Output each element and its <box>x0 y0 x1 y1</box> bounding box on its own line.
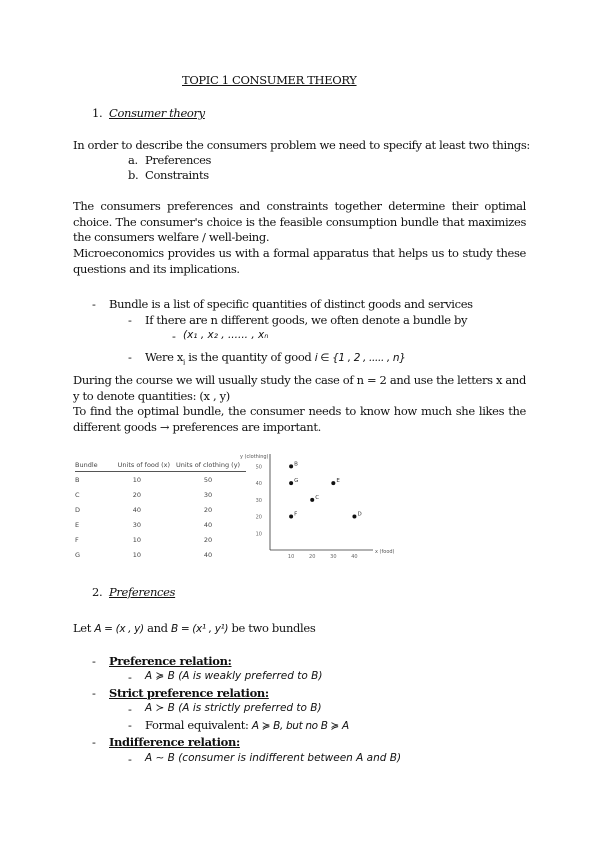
strict-sub-dash-1: - <box>128 702 132 716</box>
table-cell: D <box>75 505 81 514</box>
intro-text: In order to describe the consumers problem we need to specify at least two things: <box>73 138 530 152</box>
table-cell: 40 <box>132 505 141 514</box>
sub-bullet-dash: - <box>128 313 132 327</box>
bullet-dash: - <box>92 297 96 311</box>
x-tick-label: 20 <box>309 554 316 560</box>
let-suffix: be two bundles <box>231 621 316 635</box>
pref-dash: - <box>92 654 96 668</box>
table-cell: E <box>75 520 80 529</box>
table-cell: 30 <box>132 520 141 529</box>
table-cell: 20 <box>203 535 213 544</box>
table-cell: 20 <box>203 505 213 514</box>
y-tick-label: 50 <box>255 464 262 471</box>
let-prefix: Let <box>73 621 92 635</box>
sub-bullet-n-goods: If there are n different goods, we often denote a bundle by <box>145 313 468 327</box>
table-cell: 20 <box>132 490 141 499</box>
formula-dash: - <box>172 329 176 343</box>
indifference-item: A ∼ B (consumer is indifferent between A and B) <box>145 752 402 764</box>
table-cell: 10 <box>132 535 141 544</box>
x-tick-label: 40 <box>351 554 358 560</box>
section-1-heading: Consumer theory <box>109 106 205 120</box>
point-label-d: D <box>357 511 362 518</box>
weak-preference-item: A ≽ B (A is weakly preferred to B) <box>145 670 323 682</box>
pref-sub-dash: - <box>128 670 132 684</box>
x-axis-label: x (food) <box>375 549 395 555</box>
header-food: Units of food (x) <box>104 461 176 472</box>
indiff-dash: - <box>92 735 96 749</box>
paragraph-optimal-bundle: To find the optimal bundle, the consumer needs to know how much she likes the different goods → preferences are important. <box>73 404 526 434</box>
formal-equivalent-label: Formal equivalent: <box>145 718 252 732</box>
point-e <box>331 481 335 485</box>
y-tick-label: 30 <box>255 497 262 504</box>
good-index-set: i ∈ {1 , 2 , ..... , n} <box>314 352 406 364</box>
point-f <box>289 515 293 519</box>
strict-preference-heading: Strict preference relation: <box>109 686 269 700</box>
y-tick-label: 40 <box>255 481 262 488</box>
x-tick-label: 10 <box>287 554 295 560</box>
list-marker-a: a. <box>128 153 138 167</box>
bundle-table-header <box>75 461 246 472</box>
let-bundles-line <box>73 621 315 636</box>
header-clothing: Units of clothing (y) <box>176 461 246 472</box>
bullet-bundle: Bundle is a list of specific quantities of distinct goods and services <box>109 297 473 311</box>
table-row <box>75 517 246 532</box>
were-mid: is the quantity of good <box>184 350 315 364</box>
table-cell: 10 <box>132 475 141 484</box>
table-cell: 30 <box>203 490 213 499</box>
list-marker-b: b. <box>128 168 139 182</box>
section-1-number: 1. <box>92 106 103 120</box>
section-2-number: 2. <box>92 585 103 599</box>
point-c <box>310 498 314 502</box>
preference-relation-heading: Preference relation: <box>109 654 232 668</box>
strict-preference-item: A ≻ B (A is strictly preferred to B) <box>145 702 322 714</box>
point-g <box>289 481 293 485</box>
bundle-b-formula: B = (x¹ , y¹) <box>170 623 229 635</box>
bundle-scatter-chart <box>230 450 410 570</box>
list-item-preferences: Preferences <box>145 153 212 167</box>
section-2-heading: Preferences <box>109 585 176 599</box>
point-label-g: G <box>294 478 299 485</box>
table-row <box>75 547 246 562</box>
header-bundle: Bundle <box>75 461 104 472</box>
were-prefix: Were x <box>145 350 184 364</box>
indiff-sub-dash: - <box>128 752 132 766</box>
table-cell: 40 <box>203 520 213 529</box>
strict-dash: - <box>92 686 96 700</box>
x-tick-label: 30 <box>330 554 337 560</box>
paragraph-microeconomics: Microeconomics provides us with a formal apparatus that helps us to study these questions and its implications. <box>73 246 526 276</box>
sub-bullet-were <box>145 350 406 369</box>
bundle-formula: (x₁ , x₂ , ...... , xₙ <box>183 329 269 341</box>
indifference-relation-heading: Indifference relation: <box>109 735 240 749</box>
y-axis-label: y (clothing) <box>240 454 269 460</box>
let-and: and <box>147 621 168 635</box>
table-cell: G <box>75 550 81 559</box>
point-d <box>352 515 356 519</box>
sub-bullet-dash-2: - <box>128 350 132 364</box>
point-b <box>289 464 293 468</box>
table-cell: 10 <box>132 550 141 559</box>
paragraph-two-goods: During the course we will usually study the case of n = 2 and use the letters x and y to denote quantities: (x , y) <box>73 373 526 403</box>
formal-equivalent-item <box>145 718 349 733</box>
were-subscript: i <box>183 358 185 367</box>
table-row <box>75 502 246 517</box>
point-label-b: B <box>294 461 298 468</box>
table-cell: F <box>75 535 79 544</box>
table-cell: B <box>75 475 80 484</box>
table-cell: 40 <box>203 550 213 559</box>
page-title: TOPIC 1 CONSUMER THEORY <box>182 73 357 87</box>
list-item-constraints: Constraints <box>145 168 209 182</box>
table-row <box>75 472 246 488</box>
y-tick-label: 10 <box>255 531 262 538</box>
y-tick-label: 20 <box>255 514 262 521</box>
strict-sub-dash-2: - <box>128 718 132 732</box>
bundle-a-formula: A = (x , y) <box>94 623 144 635</box>
formal-equivalent-math: A ≽ B, but no B ≽ A <box>251 720 349 732</box>
bundle-table <box>75 461 246 562</box>
paragraph-optimal-choice: The consumers preferences and constraints together determine their optimal choice. The consumer's choice is the feasible consumption bundle that maximizes the consumers welfare / well-being. <box>73 199 526 244</box>
point-label-c: C <box>315 494 320 501</box>
table-row <box>75 487 246 502</box>
point-label-f: F <box>294 511 298 518</box>
table-cell: 50 <box>203 475 213 484</box>
table-row <box>75 532 246 547</box>
point-label-e: E <box>336 478 340 485</box>
table-cell: C <box>75 490 80 499</box>
